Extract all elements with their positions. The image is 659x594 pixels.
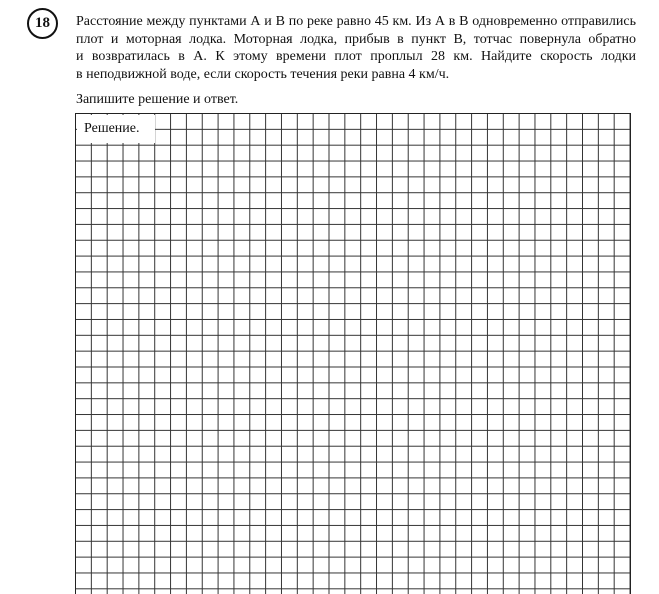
task-text-line: и возвратилась в А. К этому времени плот проплыл 28 км. Найдите скорость лодки [76, 49, 636, 64]
task-number: 18 [35, 15, 50, 31]
task-text-line: Расстояние между пунктами А и В по реке равно 45 км. Из А в В одновременно отправились [76, 14, 636, 29]
instruction-text: Запишите решение и ответ. [76, 92, 239, 107]
task-text-line: плот и моторная лодка. Моторная лодка, прибыв в пункт В, тотчас повернула обратно [76, 31, 636, 47]
task-statement [76, 13, 636, 83]
answer-grid[interactable] [75, 113, 631, 594]
task-text-line: в неподвижной воде, если скорость течения реки равна 4 км/ч. [76, 66, 450, 82]
task-number-badge [27, 8, 58, 39]
solution-label: Решение. [77, 115, 155, 143]
